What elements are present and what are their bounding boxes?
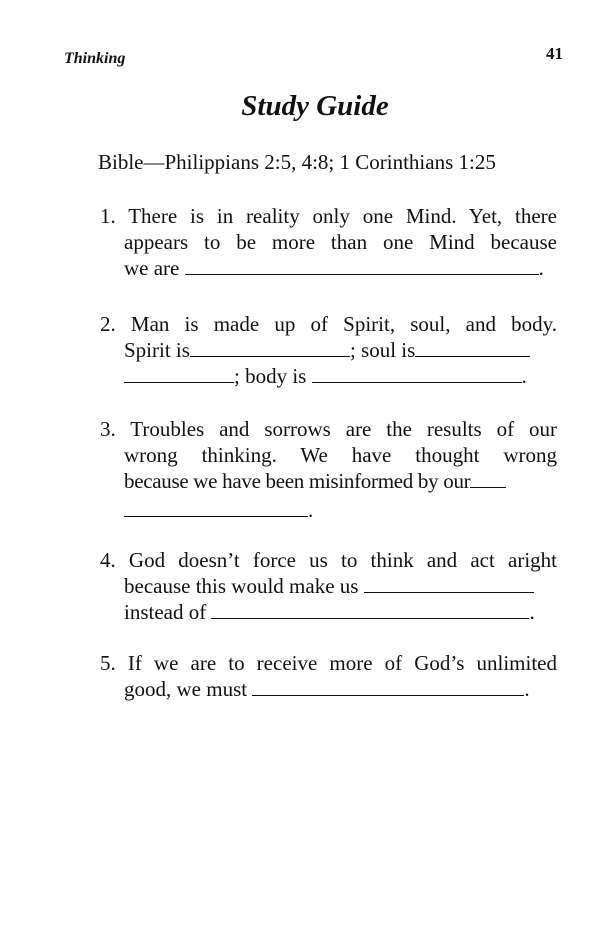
question-1-text: we are <box>124 256 180 280</box>
answer-blank[interactable] <box>364 578 534 593</box>
question-2-line-1: 2. Man is made up of Spirit, soul, and body. <box>100 312 557 336</box>
answer-blank-spirit[interactable] <box>190 342 350 357</box>
question-5-line-1: 5. If we are to receive more of God’s unlimited <box>100 651 557 675</box>
question-5-line-2 <box>124 676 530 702</box>
question-5-text: good, we must <box>124 677 248 701</box>
question-1-line-1: 1. There is in reality only one Mind. Yet, there <box>100 204 557 228</box>
period: . <box>529 600 535 624</box>
answer-blank[interactable] <box>185 260 539 275</box>
question-3-line-2: wrong thinking. We have thought wrong <box>124 443 557 467</box>
question-3-line-1: 3. Troubles and sorrows are the results of our <box>100 417 557 441</box>
answer-blank[interactable] <box>211 604 529 619</box>
answer-blank-body[interactable] <box>312 368 522 383</box>
question-4-text: because this would make us <box>124 574 359 598</box>
answer-blank-soul-cont[interactable] <box>124 368 234 383</box>
page-number: 41 <box>546 44 563 63</box>
question-2-line-2 <box>124 337 530 363</box>
question-2-text: ; soul is <box>349 338 416 362</box>
period: . <box>538 256 544 280</box>
period: . <box>521 364 527 388</box>
question-3-line-3 <box>124 468 506 494</box>
question-2-text: ; body is <box>234 364 307 388</box>
answer-blank-cont[interactable] <box>124 502 308 517</box>
question-4-text: instead of <box>124 600 207 624</box>
bible-reference: Bible—Philippians 2:5, 4:8; 1 Corinthians 1:25 <box>98 150 496 174</box>
answer-blank[interactable] <box>470 473 506 488</box>
question-2-text: Spirit is <box>124 338 190 362</box>
question-2-line-3 <box>124 363 527 389</box>
running-title: Thinking <box>64 50 126 67</box>
question-1-line-2: appears to be more than one Mind because <box>124 230 557 254</box>
question-4-line-2 <box>124 573 534 599</box>
period: . <box>308 498 314 522</box>
page-title: Study Guide <box>241 90 389 122</box>
answer-blank[interactable] <box>252 681 524 696</box>
question-3-text: because we have been misinformed by our <box>124 469 471 493</box>
question-4-line-1: 4. God doesn’t force us to think and act aright <box>100 548 557 572</box>
period: . <box>524 677 530 701</box>
answer-blank-soul[interactable] <box>415 342 530 357</box>
question-4-line-3 <box>124 599 535 625</box>
question-1-line-3 <box>124 255 544 281</box>
question-3-line-4 <box>124 497 313 523</box>
